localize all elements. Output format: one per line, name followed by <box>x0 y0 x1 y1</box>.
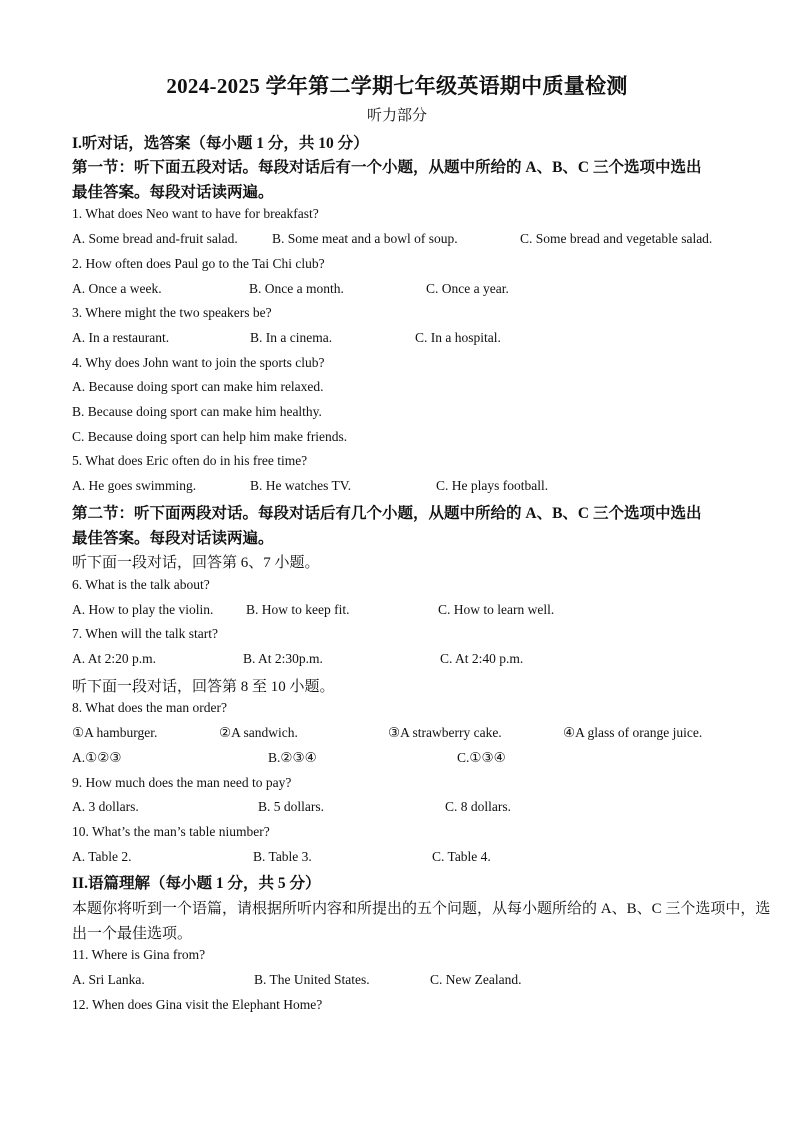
question-8-option-b: B.②③④ <box>268 750 317 765</box>
question-5-option-c: C. He plays football. <box>436 478 549 493</box>
question-1-option-c: C. Some bread and vegetable salad. <box>520 231 713 246</box>
question-4-stem: 4. Why does John want to join the sports club? <box>72 355 325 370</box>
dialog-2-note: 听下面一段对话，回答第 8 至 10 小题。 <box>72 679 335 695</box>
question-5-stem: 5. What does Eric often do in his free time? <box>72 453 308 468</box>
question-7-stem: 7. When will the talk start? <box>72 626 218 641</box>
question-8-item-3: ③A strawberry cake. <box>388 725 502 740</box>
question-8-item-2: ②A sandwich. <box>219 725 298 740</box>
question-7-option-c: C. At 2:40 p.m. <box>440 651 524 666</box>
question-9-option-b: B. 5 dollars. <box>258 799 324 814</box>
question-10-option-c: C. Table 4. <box>432 849 491 864</box>
question-3-stem: 3. Where might the two speakers be? <box>72 305 272 320</box>
question-1-stem: 1. What does Neo want to have for breakfast? <box>72 206 319 221</box>
exam-title: 2024-2025 学年第二学期七年级英语期中质量检测 <box>166 74 628 98</box>
part-2-instructions-line-2: 最佳答案。每段对话读两遍。 <box>72 530 274 547</box>
question-1-option-b: B. Some meat and a bowl of soup. <box>272 231 458 246</box>
question-4-option-c: C. Because doing sport can help him make friends. <box>72 429 348 444</box>
question-6-option-b: B. How to keep fit. <box>246 602 350 617</box>
question-5-option-a: A. He goes swimming. <box>72 478 197 493</box>
section-2-instructions-line-1: 本题你将听到一个语篇，请根据所听内容和所提出的五个问题，从每小题所给的 A、B、C 三个选项中，选 <box>72 901 771 917</box>
question-11-option-b: B. The United States. <box>254 972 370 987</box>
question-8-stem: 8. What does the man order? <box>72 700 227 715</box>
question-11-stem: 11. Where is Gina from? <box>72 947 206 962</box>
question-6-option-c: C. How to learn well. <box>438 602 555 617</box>
dialog-1-note: 听下面一段对话，回答第 6、7 小题。 <box>72 555 320 571</box>
part-1-instructions-line-2: 最佳答案。每段对话读两遍。 <box>72 184 274 201</box>
section-2-heading: II.语篇理解（每小题 1 分，共 5 分） <box>72 875 321 892</box>
question-12-stem: 12. When does Gina visit the Elephant Home? <box>72 997 323 1012</box>
listening-subtitle: 听力部分 <box>366 108 427 124</box>
question-2-option-c: C. Once a year. <box>426 281 509 296</box>
question-3-option-b: B. In a cinema. <box>250 330 333 345</box>
question-3-option-a: A. In a restaurant. <box>72 330 170 345</box>
question-10-option-b: B. Table 3. <box>253 849 312 864</box>
question-8-option-a: A.①②③ <box>72 750 122 765</box>
question-11-option-a: A. Sri Lanka. <box>72 972 145 987</box>
section-2-instructions-line-2: 出一个最佳选项。 <box>72 926 193 942</box>
question-2-stem: 2. How often does Paul go to the Tai Chi club? <box>72 256 325 271</box>
question-2-option-b: B. Once a month. <box>249 281 344 296</box>
question-7-option-a: A. At 2:20 p.m. <box>72 651 157 666</box>
question-8-item-1: ①A hamburger. <box>72 725 158 740</box>
question-10-option-a: A. Table 2. <box>72 849 132 864</box>
question-6-stem: 6. What is the talk about? <box>72 577 210 592</box>
question-1-option-a: A. Some bread and-fruit salad. <box>72 231 238 246</box>
question-5-option-b: B. He watches TV. <box>250 478 352 493</box>
question-2-option-a: A. Once a week. <box>72 281 162 296</box>
question-9-option-a: A. 3 dollars. <box>72 799 139 814</box>
question-9-stem: 9. How much does the man need to pay? <box>72 775 292 790</box>
question-4-option-a: A. Because doing sport can make him relaxed. <box>72 379 324 394</box>
question-3-option-c: C. In a hospital. <box>415 330 501 345</box>
question-6-option-a: A. How to play the violin. <box>72 602 214 617</box>
question-11-option-c: C. New Zealand. <box>430 972 522 987</box>
question-7-option-b: B. At 2:30p.m. <box>243 651 323 666</box>
part-1-instructions-line-1: 第一节：听下面五段对话。每段对话后有一个小题，从题中所给的 A、B、C 三个选项中选出 <box>72 159 702 176</box>
question-9-option-c: C. 8 dollars. <box>445 799 511 814</box>
part-2-instructions-line-1: 第二节：听下面两段对话。每段对话后有几个小题，从题中所给的 A、B、C 三个选项中选出 <box>72 505 702 522</box>
question-4-option-b: B. Because doing sport can make him healthy. <box>72 404 322 419</box>
question-10-stem: 10. What’s the man’s table niumber? <box>72 824 270 839</box>
question-8-item-4: ④A glass of orange juice. <box>563 725 703 740</box>
question-8-option-c: C.①③④ <box>457 750 506 765</box>
section-1-heading: I.听对话，选答案（每小题 1 分，共 10 分） <box>72 135 369 152</box>
